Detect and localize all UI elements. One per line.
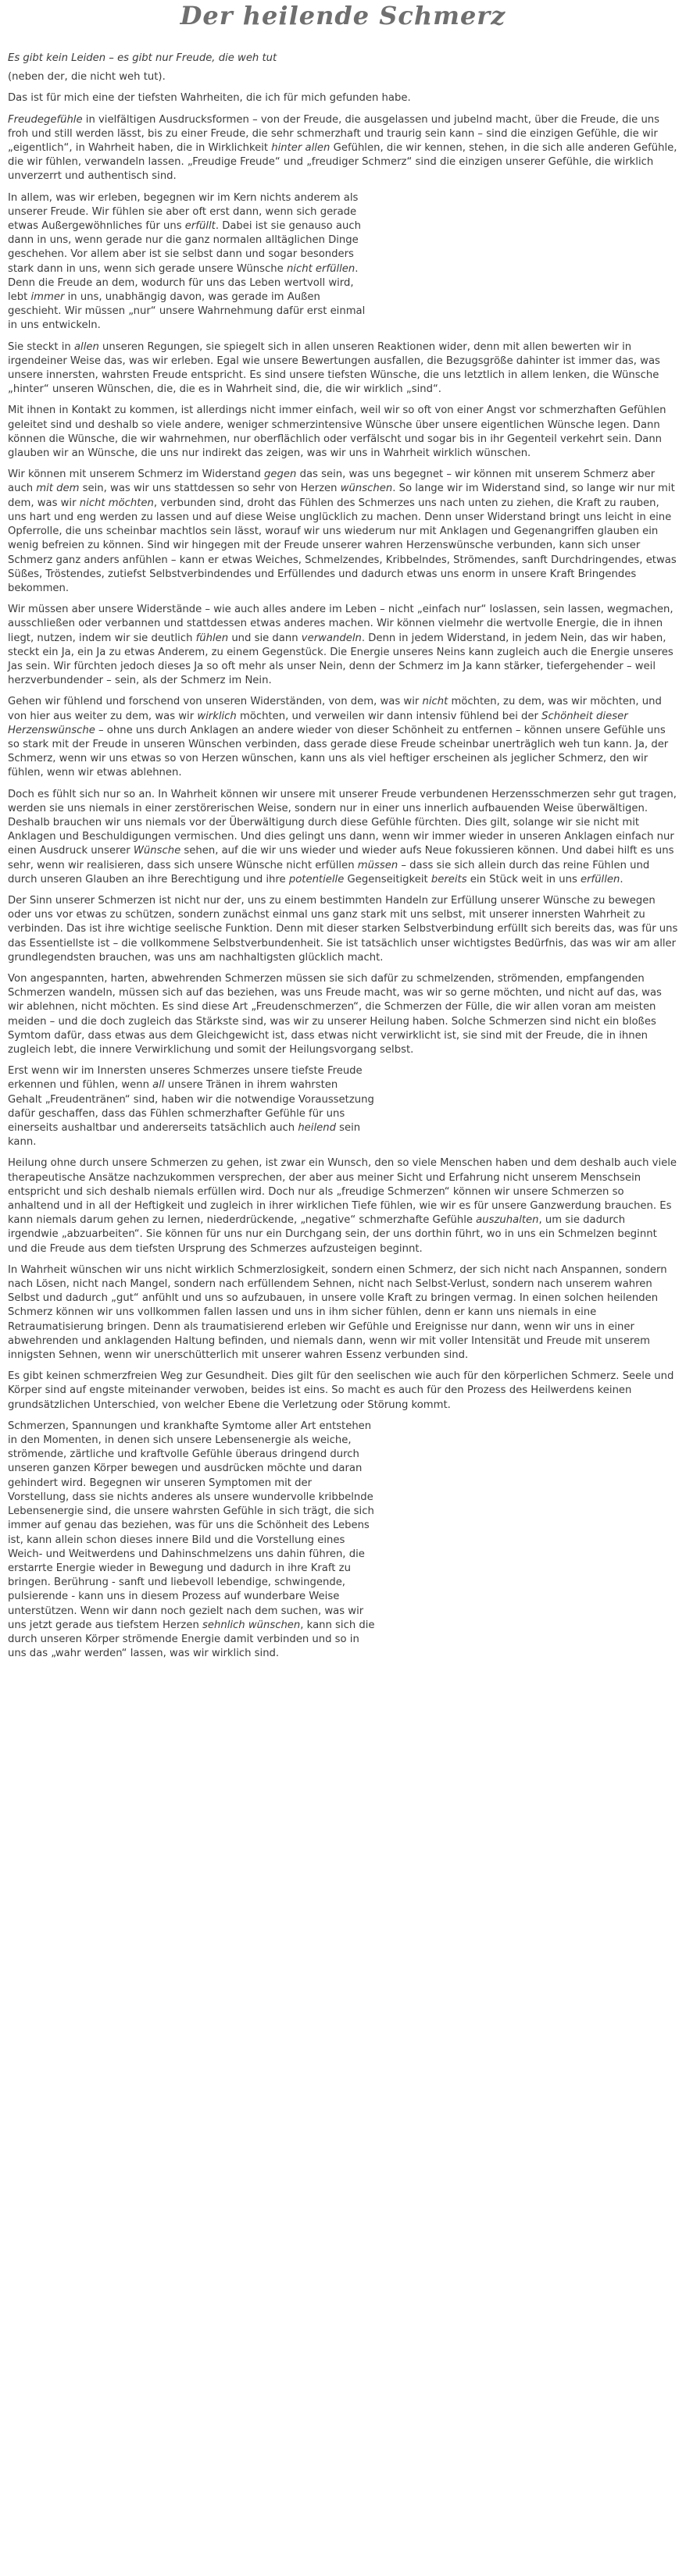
paragraph-text: Das ist für mich eine der tiefsten Wahrheiten, die ich für mich gefunden habe. (8, 92, 411, 105)
emphasis-text: sehnlich wünschen (202, 1619, 301, 1631)
paragraph-text: – ohne uns durch Anklagen an andere wieder von dieser Schönheit zu entfernen – können unsere Gefühle uns so stark mit der Freude in unseren Wünschen verbinden, dass gerade diese Freude scheinbar unerträglich weh tun kann. Ja, der Schmerz, wenn wir uns etwas so von Herzen wünschen, kann uns als viel heftiger erscheinen als jeglicher Schmerz, den wir fühlen, wenn wir etwas ablehnen. (8, 724, 669, 779)
emphasis-text: Freudegefühle (8, 113, 83, 126)
emphasis-text: potentielle (288, 873, 345, 885)
paragraph (8, 404, 678, 461)
paragraph-text: unsere Tränen in ihrem wahrsten Gehalt „Freudentränen“ sind, haben wir die notwendige Voraussetzung dafür geschaffen, dass das Fühlen schmerzhafter Gefühle für uns einerseits aushaltbar und andererseits tatsächlich auch (8, 1079, 374, 1135)
paragraph-text: Es gibt keinen schmerzfreien Weg zur Gesundheit. Dies gilt für den seelischen wie auch für den körperlichen Schmerz. Seele und Körper sind auf engste miteinander verwoben, beides ist eins. So macht es auch für den Prozess des Heilwerdens keinen grundsätzlichen Unterschied, von welcher Ebene die Verletzung oder Störung kommt. (8, 1370, 674, 1411)
paragraph-text: – dass sie sich allein durch das reine Fühlen und durch unseren Glauben an ihre Berechtigung und ihre (8, 859, 650, 885)
paragraph-text: Sie steckt in (8, 340, 74, 353)
paragraph-list (8, 91, 678, 1661)
paragraph-text: . Denn die Freude an dem, wodurch für uns das Leben wertvoll wird, lebt (8, 262, 359, 304)
emphasis-text: fühlen (195, 632, 229, 644)
paragraph-text: Heilung ohne durch unsere Schmerzen zu gehen, ist zwar ein Wunsch, den so viele Menschen haben und dem deshalb auch viele therapeutische Ansätze nachzukommen versprechen, der aber aus meiner Sicht und Erfahrung nicht unserem Menschsein entspricht und sich deshalb niemals erfüllen wird. Doch nur als „freudige Schmerzen“ können wir unsere Schmerzen so anhaltend und in all der Heftigkeit und zugleich in ihrer wirklichen Tiefe fühlen, wie wir es für unsere Ganzwerdung brauchen. Es kann niemals darum gehen zu lernen, niederdrückende, „negative“ schmerzhafte Gefühle (8, 1157, 677, 1227)
paragraph-text: . (620, 873, 623, 885)
paragraph (8, 340, 678, 397)
paragraph (8, 1156, 678, 1256)
paragraph-text: in uns, unabhängig davon, was gerade im Außen geschieht. Wir müssen „nur“ unsere Wahrnehmung dafür erst einmal in uns entwickeln. (8, 291, 366, 332)
paragraph (8, 91, 678, 105)
emphasis-text: nicht möchten (79, 497, 154, 509)
emphasis-text: heilend (298, 1122, 336, 1135)
paragraph-text: Gehen wir fühlend und forschend von unseren Widerständen, von dem, was wir (8, 696, 423, 708)
paragraph-text: , um sie dadurch irgendwie „abzuarbeiten“. Sie können für uns nur ein Durchgang sein, der uns dorthin führt, wo in uns ein Schmelzen beginnt und die Freude aus dem tiefsten Ursprung des Schmerzes aufzusteigen beginnt. (8, 1214, 657, 1255)
paragraph (8, 1263, 678, 1363)
paragraph-text: möchten, zu dem, was wir möchten, und von hier aus weiter zu dem, was wir (8, 696, 662, 722)
emphasis-text: erfüllen (581, 873, 620, 885)
page-title: Der heilende Schmerz (180, 1, 506, 30)
intro-block (8, 52, 678, 84)
paragraph-text: Doch es fühlt sich nur so an. In Wahrheit können wir unsere mit unserer Freude verbundenen Herzensschmerzen sehr gut tragen, werden sie uns niemals in einer zerstörerischen Weise, sondern nur in einer uns innerlich aufbauenden Weise überwältigen. Deshalb brauchen wir uns niemals vor der Überwältigung durch diese Gefühle fürchten. Dies gilt, solange wir sie nicht mit Anklagen und Beschuldigungen vermischen. Und dies gelingt uns dann, wenn wir immer wieder in unseren Anklagen einfach nur einen Ausdruck unserer (8, 788, 677, 857)
emphasis-text: wünschen (340, 483, 393, 495)
emphasis-text: Schönheit dieser Herzenswünsche (8, 710, 628, 736)
paragraph (8, 894, 678, 965)
paragraph (8, 1064, 375, 1149)
paragraph-text: , verbunden sind, droht das Fühlen des Schmerzes uns nach unten zu ziehen, die Kraft zu rauben, uns hart und eng werden zu lassen und auf diese Weise unglücklich zu machen. Denn unser Widerstand bringt uns leicht in eine Opferrolle, die uns scheinbar machtlos sein lässt, worauf wir uns wiederum nur mit Anklagen und Gegenangriffen glauben ein wenig befreien zu können. Sind wir hingegen mit der Freude unserer wahren Herzenswünsche verbunden, kann sich unser Schmerz ganz anders anfühlen – kann er etwas Weiches, Schmelzendes, Kribbelndes, Strömendes, sanft Durchdringendes, etwas Süßes, Tröstendes, zutiefst Selbstverbindendes und Erfüllendes und dadurch etwas uns enorm in unsere Kraft Bringendes bekommen. (8, 497, 677, 594)
emphasis-text: Wünsche (133, 845, 181, 857)
paragraph-text: und sie dann (228, 632, 302, 644)
paragraph (8, 603, 678, 688)
paragraph-text: Mit ihnen in Kontakt zu kommen, ist allerdings nicht immer einfach, weil wir so oft von einer Angst vor schmerzhaften Gefühlen geleitet sind und deshalb so viele andere, weniger schmerzintensive Wünsche über unsere eigentlichen Wünsche legen. Dann können die Wünsche, die wir wahrnehmen, nur oberflächlich oder verfälscht und sogar bis in ihr Gegenteil verkehrt sein. Dann glauben wir an Wünsche, die uns nur indirekt das zeigen, was wir uns in Wahrheit wirklich wünschen. (8, 404, 666, 460)
paragraph-text: Wir können mit unserem Schmerz im Widerstand (8, 469, 265, 481)
paragraph-text: In allem, was wir erleben, begegnen wir im Kern nichts anderem als unserer Freude. Wir fühlen sie aber oft erst dann, wenn sich gerade etwas Außergewöhnliches für uns (8, 191, 359, 233)
emphasis-text: erfüllt (184, 220, 216, 233)
emphasis-text: verwandeln (301, 632, 362, 644)
paragraph (8, 788, 678, 887)
intro-line-1: Es gibt kein Leiden – es gibt nur Freude, die weh tut (8, 52, 277, 64)
emphasis-text: müssen (357, 859, 398, 871)
paragraph-text: Der Sinn unserer Schmerzen ist nicht nur der, uns zu einem bestimmten Handeln zur Erfüllung unserer Wünsche zu bewegen oder uns vor etwas zu schützen, sondern zunächst einmal uns ganz stark mit uns selbst, mit unserer innersten Wahrheit zu verbinden. Das ist ihre wichtige seelische Funktion. Denn mit dieser starken Selbstverbindung erfüllt sich bereits das, was für uns das Essentiellste ist – die vollkommene Selbstverbundenheit. Sie ist tatsächlich unser wichtigstes Bedürfnis, das was wir am aller grundlegendsten brauchen, was uns am nachhaltigsten glücklich macht. (8, 894, 678, 964)
paragraph-text: Erst wenn wir im Innersten unseres Schmerzes unsere tiefste Freude erkennen und fühlen, wenn (8, 1065, 363, 1092)
paragraph-text: Gegenseitigkeit (344, 873, 431, 885)
paragraph-text: Wir müssen aber unsere Widerstände – wie auch alles andere im Leben – nicht „einfach nur“ loslassen, sein lassen, wegmachen, ausschließen oder verbannen und stattdessen etwas anderes machen. Wir können vielmehr die wertvolle Energie, die in ihnen liegt, nutzen, indem wir sie deutlich (8, 604, 673, 644)
emphasis-text: nicht (422, 696, 448, 708)
emphasis-text: all (152, 1079, 165, 1092)
emphasis-text: immer (30, 291, 65, 304)
paragraph-text: , kann sich die durch unseren Körper strömende Energie damit verbinden und so in uns das „wahr werden“ lassen, was wir wirklich sind. (8, 1619, 375, 1660)
paragraph-text: . So lange wir im Widerstand sind, so lange wir nur mit dem, was wir (8, 483, 675, 509)
paragraph (8, 113, 678, 184)
emphasis-text: nicht erfüllen (286, 262, 356, 275)
paragraph-text: Von angespannten, harten, abwehrenden Schmerzen müssen sie sich dafür zu schmelzenden, strömenden, empfangenden Schmerzen wandeln, müssen sich auf das beziehen, was uns Freude macht, was wir so gerne möchten, und nicht auf das, was wir ablehnen, nicht möchten. Es sind diese Art „Freudenschmerzen“, die Schmerzen der Fülle, die wir allen voran am meisten meiden – und die doch zugleich das Stärkste sind, was wir zu unserer Heilung haben. Solche Schmerzen sind nicht ein bloßes Symtom dafür, dass etwas aus dem Gleichgewicht ist, dass etwas nicht verwirklicht ist, sie sind mit der Freude, die in ihnen zugleich lebt, die innere Verwirklichung und somit der Heilungsvorgang selbst. (8, 972, 662, 1056)
paragraph-text: möchten, und verweilen wir dann intensiv fühlend bei der (236, 710, 542, 722)
emphasis-text: mit dem (36, 483, 80, 495)
paragraph-text: . Dabei ist sie genauso auch dann in uns, wenn gerade nur die ganz normalen alltäglichen Dinge geschehen. Vor allem aber ist sie selbst dann und sogar besonders stark dann in uns, wenn sich gerade unsere Wünsche (8, 220, 361, 275)
paragraph-text: unseren Regungen, sie spiegelt sich in allen unseren Reaktionen wider, denn mit allen bewerten wir in irgendeiner Weise das, was wir erleben. Egal wie unsere Bewertungen ausfallen, die Bezugsgröße dahinter ist immer das, was unsere innersten, wahrsten Freude entspricht. Es sind unsere tiefsten Wünsche, die uns letztlich in allem lenken, die Wünsche „hinter“ unseren Wünschen, die, die es in Wahrheit sind, die, die wir wirklich „sind“. (8, 340, 660, 396)
paragraph (8, 191, 375, 333)
emphasis-text: allen (73, 340, 99, 353)
paragraph-text: sein kann. (8, 1122, 361, 1149)
paragraph-text: sehen, auf die wir uns wieder und wieder aufs Neue fokussieren können. Und dabei hilft es uns sehr, wenn wir realisieren, dass sich unsere Wünsche nicht erfüllen (8, 845, 674, 871)
emphasis-text: wirklich (197, 710, 237, 722)
paragraph-text: ein Stück weit in uns (466, 873, 581, 885)
paragraph-text: In Wahrheit wünschen wir uns nicht wirklich Schmerzlosigkeit, sondern einen Schmerz, der sich nicht nach Anspannen, sondern nach Lösen, nicht nach Mangel, sondern nach erfüllendem Sehnen, nicht nach Selbst-Verlust, sondern nach unserem wahren Selbst und dadurch „gut“ anfühlt und uns so aufzubauen, in unsere volle Kraft zu bringen vermag. In einen solchen heilenden Schmerz können wir uns vollkommen fallen lassen und uns in ihm sicher fühlen, denn er kann uns niemals in eine Retraumatisierung bringen. Denn als traumatisierend erleben wir Gefühle und Ereignisse nur dann, wenn wir uns in einer abwehrenden und anklagenden Haltung befinden, und niemals dann, wenn wir mit voller Intensität und Freude mit unserem innigsten Sehnen, wenn wir unerschütterlich mit unserer wahren Essenz verbunden sind. (8, 1263, 667, 1362)
emphasis-text: auszuhalten (476, 1214, 539, 1227)
intro-line-2: (neben der, die nicht weh tut). (8, 71, 166, 84)
paragraph (8, 695, 678, 780)
paragraph (8, 1420, 375, 1661)
paragraph (8, 468, 678, 596)
paragraph-text: Gefühlen, die wir kennen, stehen, in die sich alle anderen Gefühle, die wir fühlen, verwandeln lassen. „Freudige Freude“ und „freudiger Schmerz“ sind die einzigen unserer Gefühle, die wirklich unverzerrt und authentisch sind. (8, 142, 677, 183)
emphasis-text: bereits (431, 873, 467, 885)
paragraph-text: sein, was wir uns stattdessen so sehr von Herzen (79, 483, 341, 495)
paragraph (8, 1370, 678, 1413)
paragraph (8, 972, 678, 1057)
paragraph-text: das sein, was uns begegnet – wir können mit unserem Schmerz aber auch (8, 469, 656, 495)
paragraph-text: in vielfältigen Ausdrucksformen – von der Freude, die ausgelassen und jubelnd macht, über die Freude, die uns froh und still werden lässt, bis zu einer Freude, die sehr schmerzhaft und traurig sein kann – sind die einzigen Gefühle, die wir „eigentlich“, in Wahrheit haben, die in Wirklichkeit (8, 113, 660, 155)
emphasis-text: hinter allen (271, 142, 330, 155)
paragraph-text: Schmerzen, Spannungen und krankhafte Symtome aller Art entstehen in den Momenten, in denen sich unsere Lebensenergie als weiche, strömende, zärtliche und kraftvolle Gefühle überaus dringend durch unseren ganzen Körper bewegen und ausdrücken möchte und daran gehindert wird. Begegnen wir unseren Symptomen mit der Vorstellung, dass sie nichts anderes als unsere wundervolle kribbelnde Lebensenergie sind, die unsere wahrsten Gefühle in sich trägt, die sich immer auf genau das beziehen, was für uns die Schönheit des Lebens ist, kann allein schon dieses innere Bild und die Vorstellung eines Weich- und Weitwerdens und Dahinschmelzens uns dahin führen, die erstarrte Energie wieder in Bewegung und dadurch in ihre Kraft zu bringen. Berührung - sanft und liebevoll lebendige, schwingende, pulsierende - kann uns in diesem Prozess auf wunderbare Weise unterstützen. Wenn wir dann noch gezielt nach dem suchen, was wir uns jetzt gerade aus tiefstem Herzen (8, 1420, 374, 1631)
emphasis-text: gegen (264, 469, 297, 481)
paragraph-text: . Denn in jedem Widerstand, in jedem Nein, das wir haben, steckt ein Ja, ein Ja zu etwas Anderem, zu einem Gegenstück. Die Energie unseres Neins kann zugleich auch die Energie unseres Jas sein. Wir fürchten jedoch dieses Ja so oft mehr als unser Nein, denn der Schmerz im Ja kann stärker, tiefergehender – weil herzverbundender – sein, als der Schmerz im Nein. (8, 632, 673, 687)
